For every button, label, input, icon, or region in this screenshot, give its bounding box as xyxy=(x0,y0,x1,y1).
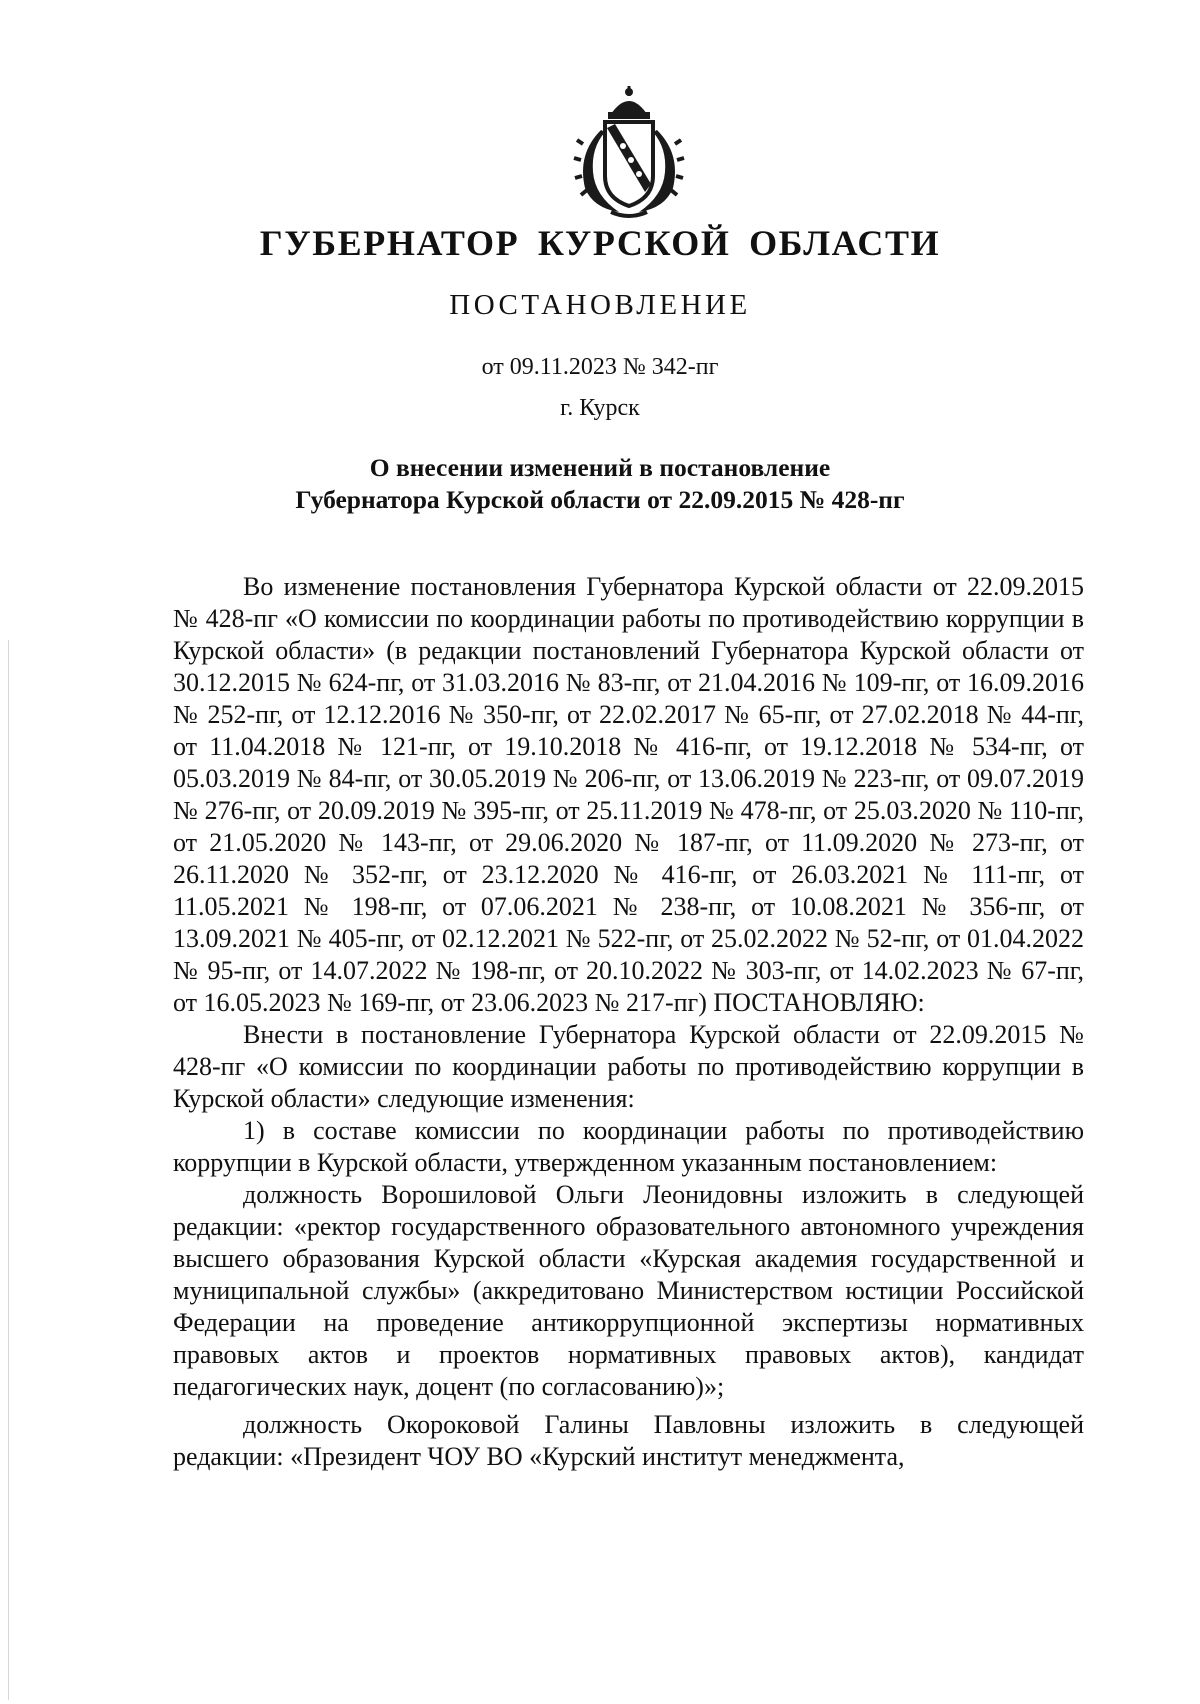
kursk-coat-of-arms-icon xyxy=(571,84,687,220)
document-body xyxy=(173,571,1084,1473)
subject-line-1: О внесении изменений в постановление xyxy=(369,453,831,482)
scan-edge-line xyxy=(8,640,9,1700)
document-type: ПОСТАНОВЛЕНИЕ xyxy=(449,289,751,321)
subject-line-2: Губернатора Курской области от 22.09.2015 № 428-пг xyxy=(295,485,905,514)
document-subject xyxy=(0,452,1200,516)
document-number: от 09.11.2023 № 342-пг xyxy=(481,354,719,380)
preamble-paragraph: Во изменение постановления Губернатора Курской области от 22.09.2015 № 428-пг «О комиссии по координации работы по противодействию коррупции в Курской области» (в редакции постановлений Губернатора Курской области от 30.12.2015 № 624-пг, от 31.03.2016 № 83-пг, от 21.04.2016 № 109-пг, от 16.09.2016 № 252-пг, от 12.12.2016 № 350-пг, от 22.02.2017 № 65-пг, от 27.02.2018 № 44-пг, от 11.04.2018 № 121-пг, от 19.10.2018 № 416-пг, от 19.12.2018 № 534-пг, от 05.03.2019 № 84-пг, от 30.05.2019 № 206-пг, от 13.06.2019 № 223-пг, от 09.07.2019 № 276-пг, от 20.09.2019 № 395-пг, от 25.11.2019 № 478-пг, от 25.03.2020 № 110-пг, от 21.05.2020 № 143-пг, от 29.06.2020 № 187-пг, от 11.09.2020 № 273-пг, от 26.11.2020 № 352-пг, от 23.12.2020 № 416-пг, от 26.03.2021 № 111-пг, от 11.05.2021 № 198-пг, от 07.06.2021 № 238-пг, от 10.08.2021 № 356-пг, от 13.09.2021 № 405-пг, от 02.12.2021 № 522-пг, от 25.02.2022 № 52-пг, от 01.04.2022 № 95-пг, от 14.07.2022 № 198-пг, от 20.10.2022 № 303-пг, от 14.02.2023 № 67-пг, от 16.05.2023 № 169-пг, от 23.06.2023 № 217-пг) ПОСТАНОВЛЯЮ: xyxy=(173,572,1084,1017)
authority-title: ГУБЕРНАТОР КУРСКОЙ ОБЛАСТИ xyxy=(259,223,941,263)
document-city: г. Курск xyxy=(560,395,640,421)
voroshilova-paragraph: должность Ворошиловой Ольги Леонидовны изложить в следующей редакции: «ректор государственного образовательного автономного учреждения высшего образования Курской области «Курская академия государственной и муниципальной службы» (аккредитовано Министерством юстиции Российской Федерации на проведение антикоррупционной экспертизы нормативных правовых актов и проектов нормативных правовых актов), кандидат педагогических наук, доцент (по согласованию)»; xyxy=(173,1180,1084,1401)
resolution-paragraph: Внести в постановление Губернатора Курской области от 22.09.2015 № 428-пг «О комиссии по координации работы по противодействию коррупции в Курской области» следующие изменения: xyxy=(173,1020,1084,1113)
okorokova-paragraph: должность Окороковой Галины Павловны изложить в следующей редакции: «Президент ЧОУ ВО «Курский институт менеджмента, xyxy=(173,1410,1084,1471)
item-1-paragraph: 1) в составе комиссии по координации работы по противодействию коррупции в Курской области, утвержденном указанным постановлением: xyxy=(173,1116,1084,1177)
